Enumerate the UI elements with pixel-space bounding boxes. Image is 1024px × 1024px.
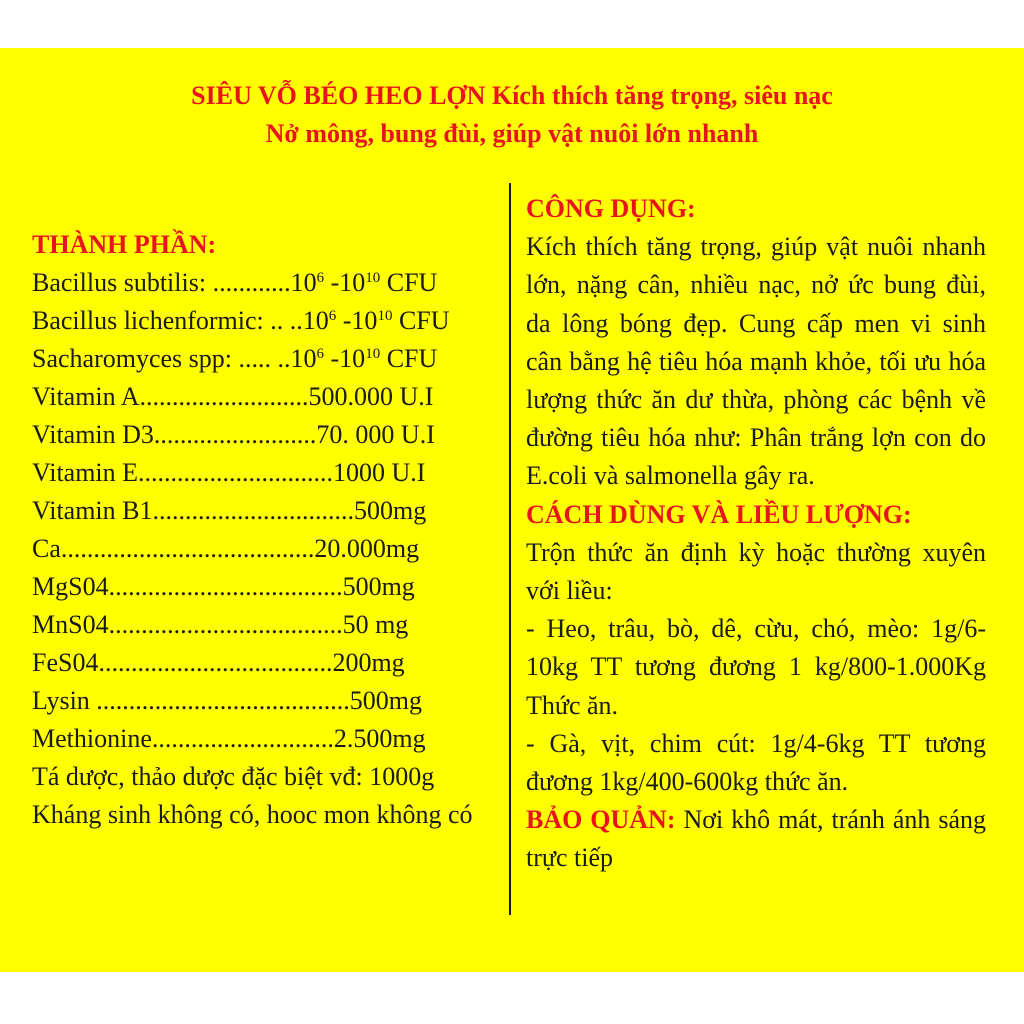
product-title: SIÊU VỖ BÉO HEO LỢN Kích thích tăng trọng, siêu nạc <box>191 81 833 110</box>
composition-note: Kháng sinh không có, hooc mon không có <box>32 800 473 829</box>
ingredient-row: Methionine............................2.500mg <box>32 724 426 753</box>
dosage-title: CÁCH DÙNG VÀ LIỀU LƯỢNG: <box>526 499 912 529</box>
ingredient-row: MgS04....................................500mg <box>32 572 415 601</box>
dosage-intro: Trộn thức ăn định kỳ hoặc thường xuyên với liều: <box>526 537 986 606</box>
dosage-poultry: - Gà, vịt, chim cút: 1g/4-6kg TT tương đương 1kg/400-600kg thức ăn. <box>526 728 986 797</box>
ingredient-row: Bacillus subtilis: ............10$^6$ $-10^{10}$ CFU <box>32 268 438 297</box>
storage-paragraph <box>526 801 986 877</box>
column-divider <box>509 183 511 915</box>
ingredient-row: FeS04....................................200mg <box>32 648 405 677</box>
ingredient-row: Vitamin D3.........................70. 000 U.I <box>32 420 435 449</box>
composition-title: THÀNH PHẦN: <box>32 230 217 259</box>
info-section <box>526 190 986 878</box>
usage-text: Kích thích tăng trọng, giúp vật nuôi nhanh lớn, nặng cân, nhiều nạc, nở ức bung đùi, da lông bóng đẹp. Cung cấp men vi sinh cân bằng hệ tiêu hóa mạnh khỏe, tối ưu hóa lượng thức ăn dư thừa, phòng các bệnh về đường tiêu hóa như: Phân trắng lợn con do E.coli và salmonella gây ra. <box>526 232 986 491</box>
ingredient-row: Bacillus lichenformic: .. ..10$^6$ $-10^{10}$ CFU <box>32 306 450 335</box>
product-label <box>0 48 1024 972</box>
usage-title: CÔNG DỤNG: <box>526 194 696 223</box>
storage-title: BẢO QUẢN: <box>526 805 676 835</box>
ingredient-row: MnS04....................................50 mg <box>32 610 409 639</box>
product-subtitle: Nở mông, bung đùi, giúp vật nuôi lớn nhanh <box>265 119 759 148</box>
ingredient-row: Vitamin B1...............................500mg <box>32 496 427 525</box>
ingredient-row: Sacharomyces spp: ..... ..10$^6$ $-10^{10}$ CFU <box>32 344 438 373</box>
ingredient-row: Ca.......................................20.000mg <box>32 534 420 563</box>
ingredient-row: Vitamin E..............................1000 U.I <box>32 458 426 487</box>
dosage-livestock: - Heo, trâu, bò, dê, cừu, chó, mèo: 1g/6-10kg TT tương đương 1 kg/800-1.000Kg Thức ăn. <box>526 614 986 720</box>
ingredient-row: Vitamin A..........................500.000 U.I <box>32 382 434 411</box>
composition-section <box>32 226 494 834</box>
storage-text: Nơi khô mát, tránh ánh sáng trực tiếp <box>526 805 986 873</box>
ingredient-row: Lysin .......................................500mg <box>32 686 423 715</box>
ingredient-row: Tá dược, thảo dược đặc biệt vđ: 1000g <box>32 762 435 791</box>
